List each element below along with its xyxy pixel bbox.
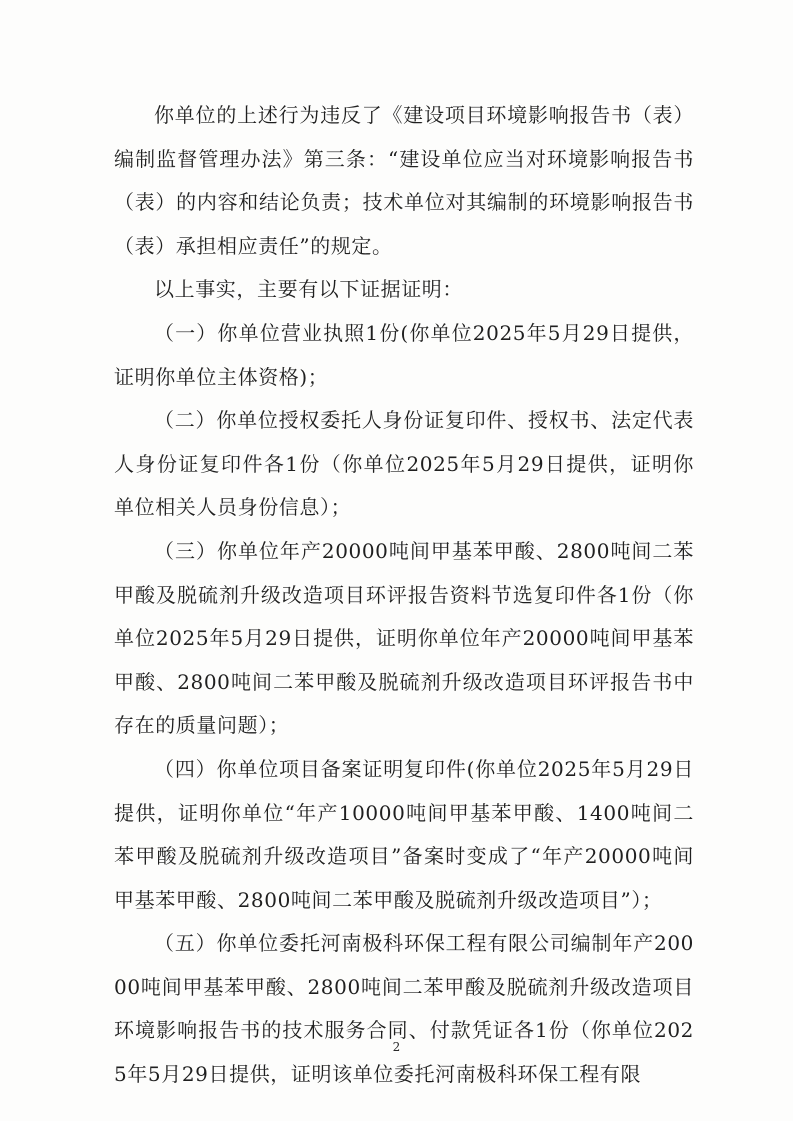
paragraph-violation: 你单位的上述行为违反了《建设项目环境影响报告书（表）编制监督管理办法》第三条：“建设单位应当对环境影响报告书（表）的内容和结论负责；技术单位对其编制的环境影响报告书（表）承担相应责任”的规定。: [114, 103, 694, 258]
page-number: 2: [392, 1040, 401, 1054]
document-body: [114, 94, 694, 1097]
paragraph-evidence-5: （五）你单位委托河南极科环保工程有限公司编制年产20000吨间甲基苯甲酸、2800吨间二苯甲酸及脱硫剂升级改造项目环境影响报告书的技术服务合同、付款凭证各1份（你单位2025年5月29日提供，证明该单位委托河南极科环保工程有限: [114, 931, 694, 1087]
paragraph-evidence-3: （三）你单位年产20000吨间甲基苯甲酸、2800吨间二苯甲酸及脱硫剂升级改造项目环评报告资料节选复印件各1份（你单位2025年5月29日提供，证明你单位年产20000吨间甲基苯甲酸、2800吨间二苯甲酸及脱硫剂升级改造项目环评报告书中存在的质量问题）；: [114, 538, 694, 738]
paragraph-evidence-intro: 以上事实，主要有以下证据证明：: [154, 277, 463, 302]
paragraph-evidence-1: （一）你单位营业执照1份(你单位2025年5月29日提供，证明你单位主体资格)；: [114, 320, 694, 389]
paragraph-evidence-4: （四）你单位项目备案证明复印件(你单位2025年5月29日提供，证明你单位“年产10000吨间甲基苯甲酸、1400吨间二苯甲酸及脱硫剂升级改造项目”备案时变成了“年产20000吨间甲基苯甲酸、2800吨间二苯甲酸及脱硫剂升级改造项目”）；: [114, 756, 694, 912]
paragraph-evidence-2: （二）你单位授权委托人身份证复印件、授权书、法定代表人身份证复印件各1份（你单位2025年5月29日提供，证明你单位相关人员身份信息）；: [114, 408, 694, 520]
